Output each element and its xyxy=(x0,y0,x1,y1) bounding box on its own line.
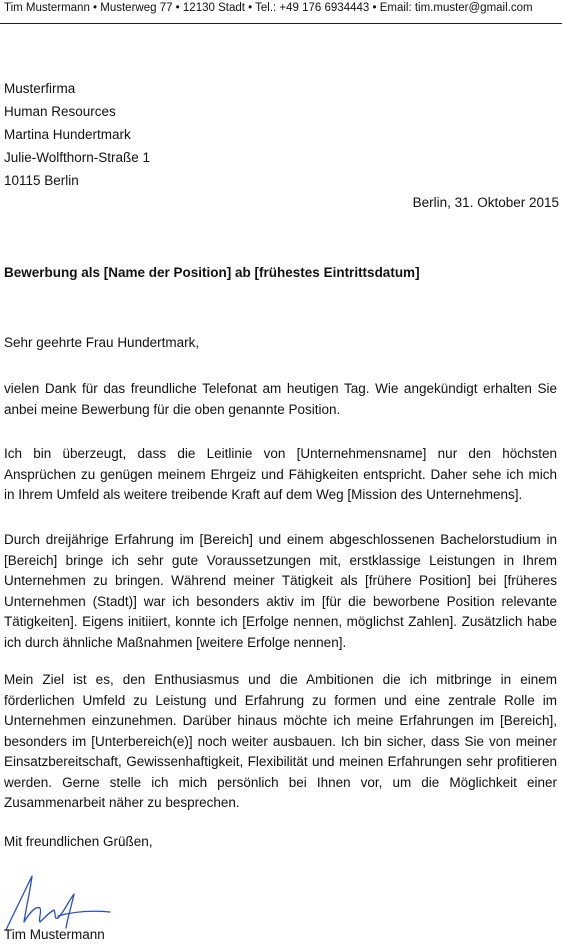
body-paragraph: Ich bin überzeugt, dass die Leitlinie von [Unternehmensname] nur den höchsten Ansprüchen zu genügen meinem Ehrgeiz und Fähigkeiten entspricht. Daher sehe ich mich in Ihrem Umfeld als weitere treibende Kraft auf dem Weg [Mission des Unternehmens]. xyxy=(4,446,557,502)
body-paragraph: Durch dreijährige Erfahrung im [Bereich] und einem abgeschlossenen Bachelorstudium in [Bereich] bringe ich sehr gute Voraussetzungen mit, erstklassige Leistungen in Ihrem Unternehmen zu bringen. Während meiner Tätigkeit als [frühere Position] bei [früheres Unternehmen (Stadt)] war ich besonders aktiv im [für die beworbene Position relevante Tätigkeiten]. Eigens initiiert, konnte ich [Erfolge nennen, möglichst Zahlen]. Zusätzlich habe ich durch ähnliche Maßnahmen [weitere Erfolge nennen]. xyxy=(4,532,557,650)
recipient-company: Musterfirma xyxy=(4,81,76,96)
signer-name: Tim Mustermann xyxy=(4,927,105,942)
recipient-street: Julie-Wolfthorn-Straße 1 xyxy=(4,150,151,165)
letter-subject: Bewerbung als [Name der Position] ab [frühestes Eintrittsdatum] xyxy=(4,265,420,280)
salutation: Sehr geehrte Frau Hundertmark, xyxy=(4,335,200,350)
sender-contact-line: Tim Mustermann • Musterweg 77 • 12130 Stadt • Tel.: +49 176 6934443 • Email: tim.muster@gmail.com xyxy=(4,2,533,14)
letter-date: Berlin, 31. Oktober 2015 xyxy=(412,195,559,210)
header-divider xyxy=(0,23,562,24)
recipient-department: Human Resources xyxy=(4,104,116,119)
body-paragraph: vielen Dank für das freundliche Telefonat am heutigen Tag. Wie angekündigt erhalten Sie anbei meine Bewerbung für die oben genannte Position. xyxy=(4,381,557,417)
body-paragraph: Mein Ziel ist es, den Enthusiasmus und die Ambitionen die ich mitbringe in einem förderlichen Umfeld zu Leistung und Erfahrung zu formen und eine zentrale Rolle im Unternehmen einzunehmen. Darüber hinaus möchte ich meine Erfahrungen im [Bereich], besonders im [Unterbereich(e)] noch weiter ausbauen. Ich bin sicher, dass Sie von meiner Einsatzbereitschaft, Gewissenhaftigkeit, Flexibilität und meinen Erfahrungen sehr profitieren werden. Gerne stelle ich mich persönlich bei Ihnen vor, um die Möglichkeit einer Zusammenarbeit näher zu besprechen. xyxy=(4,672,557,810)
recipient-address xyxy=(4,77,150,192)
recipient-city: 10115 Berlin xyxy=(4,173,79,188)
recipient-person: Martina Hundertmark xyxy=(4,127,131,142)
closing-formula: Mit freundlichen Grüßen, xyxy=(4,834,153,849)
